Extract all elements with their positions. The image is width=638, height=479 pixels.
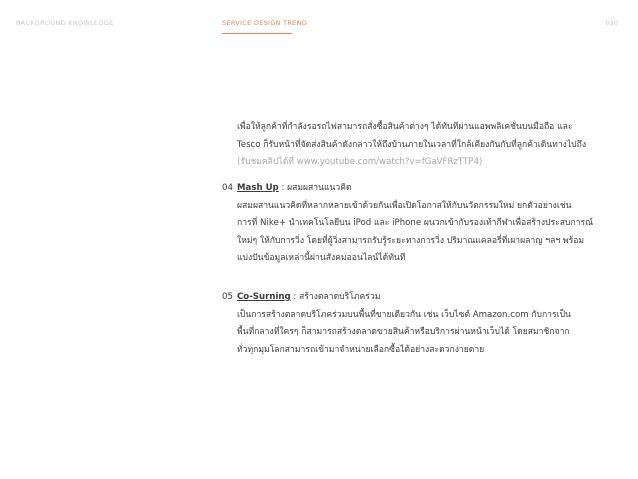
body-line: ผสมผสานแนวคิดที่หลากหลายเข้าด้วยกันเพื่อเปิดโอกาสให้กับนวัตกรรมใหม่ ยกตัวอย่างเช่น (237, 200, 572, 211)
section-subtitle: : ผสมผสานแนวคิด (278, 183, 352, 193)
body-line: แบ่งปันข้อมูลเหล่านี้ผ่านสังคมออนไลน์ได้ทันที (237, 253, 406, 263)
section-number: 05 (222, 292, 233, 302)
section-mash-up (222, 180, 622, 268)
header-underline (222, 33, 292, 34)
body-line: พื้นที่กลางที่ใครๆ ก็สามารถสร้างตลาดขายสินค้าหรือบริการผ่านหน้าเว็บได้ โดยสมาชิกจาก (237, 327, 570, 337)
section-title: Co-Surning (237, 292, 291, 302)
source-link-note: (รับชมคลิปได้ที่ www.youtube.com/watch?v=fGaVFRzTTP4) (237, 157, 483, 167)
header-chapter-title: SERVICE DESIGN TREND (222, 19, 308, 27)
section-title: Mash Up (237, 183, 279, 193)
page-number: 020 (605, 19, 618, 27)
body-line: การที่ Nike+ นำเทคโนโลยีบน iPod และ iPhone ผนวกเข้ากับรองเท้ากีฬาเพื่อสร้างประสบการณ์ (237, 218, 594, 228)
body-line: ทั่วทุกมุมโลกสามารถเข้ามาจำหน่ายเลือกซื้อได้อย่างสะดวกง่ายดาย (237, 344, 485, 355)
section-body (222, 307, 622, 360)
intro-line: เพื่อให้ลูกค้าที่กำลังรอรถไฟสามารถสั่งซื้อสินค้าต่างๆ ได้ทันทีผ่านแอพพลิเคชั่นบนมือถือ และ (237, 122, 573, 132)
body-line: เป็นการสร้างตลาดบริโภคร่วมบนพื้นที่ขายเดียวกัน เช่น เว็บไซต์ Amazon.com กับการเป็น (237, 309, 571, 320)
section-number: 04 (222, 183, 233, 193)
header-section-label: BACKGROUND KNOWLEDGE (16, 19, 114, 27)
section-subtitle: : สร้างตลาดบริโภคร่วม (290, 292, 381, 302)
section-body (222, 198, 622, 268)
intro-line: Tesco ก็รับหน้าที่จัดส่งสินค้าดังกล่าวให้ถึงบ้านภายในเวลาที่ใกล้เคียงกันกับที่ลูกค้าเดินทางไปถึง (237, 139, 587, 150)
section-heading (222, 180, 622, 198)
section-co-surning (222, 289, 622, 359)
section-heading (222, 289, 622, 307)
intro-paragraph (237, 119, 617, 172)
body-line: ใหม่ๆ ให้กับการวิ่ง โดยที่ผู้วิ่งสามารถรับรู้ระยะทางการวิ่ง ปริมาณแคลอรี่ที่เผาผลาญ ฯลฯ พร้อม (237, 235, 585, 246)
